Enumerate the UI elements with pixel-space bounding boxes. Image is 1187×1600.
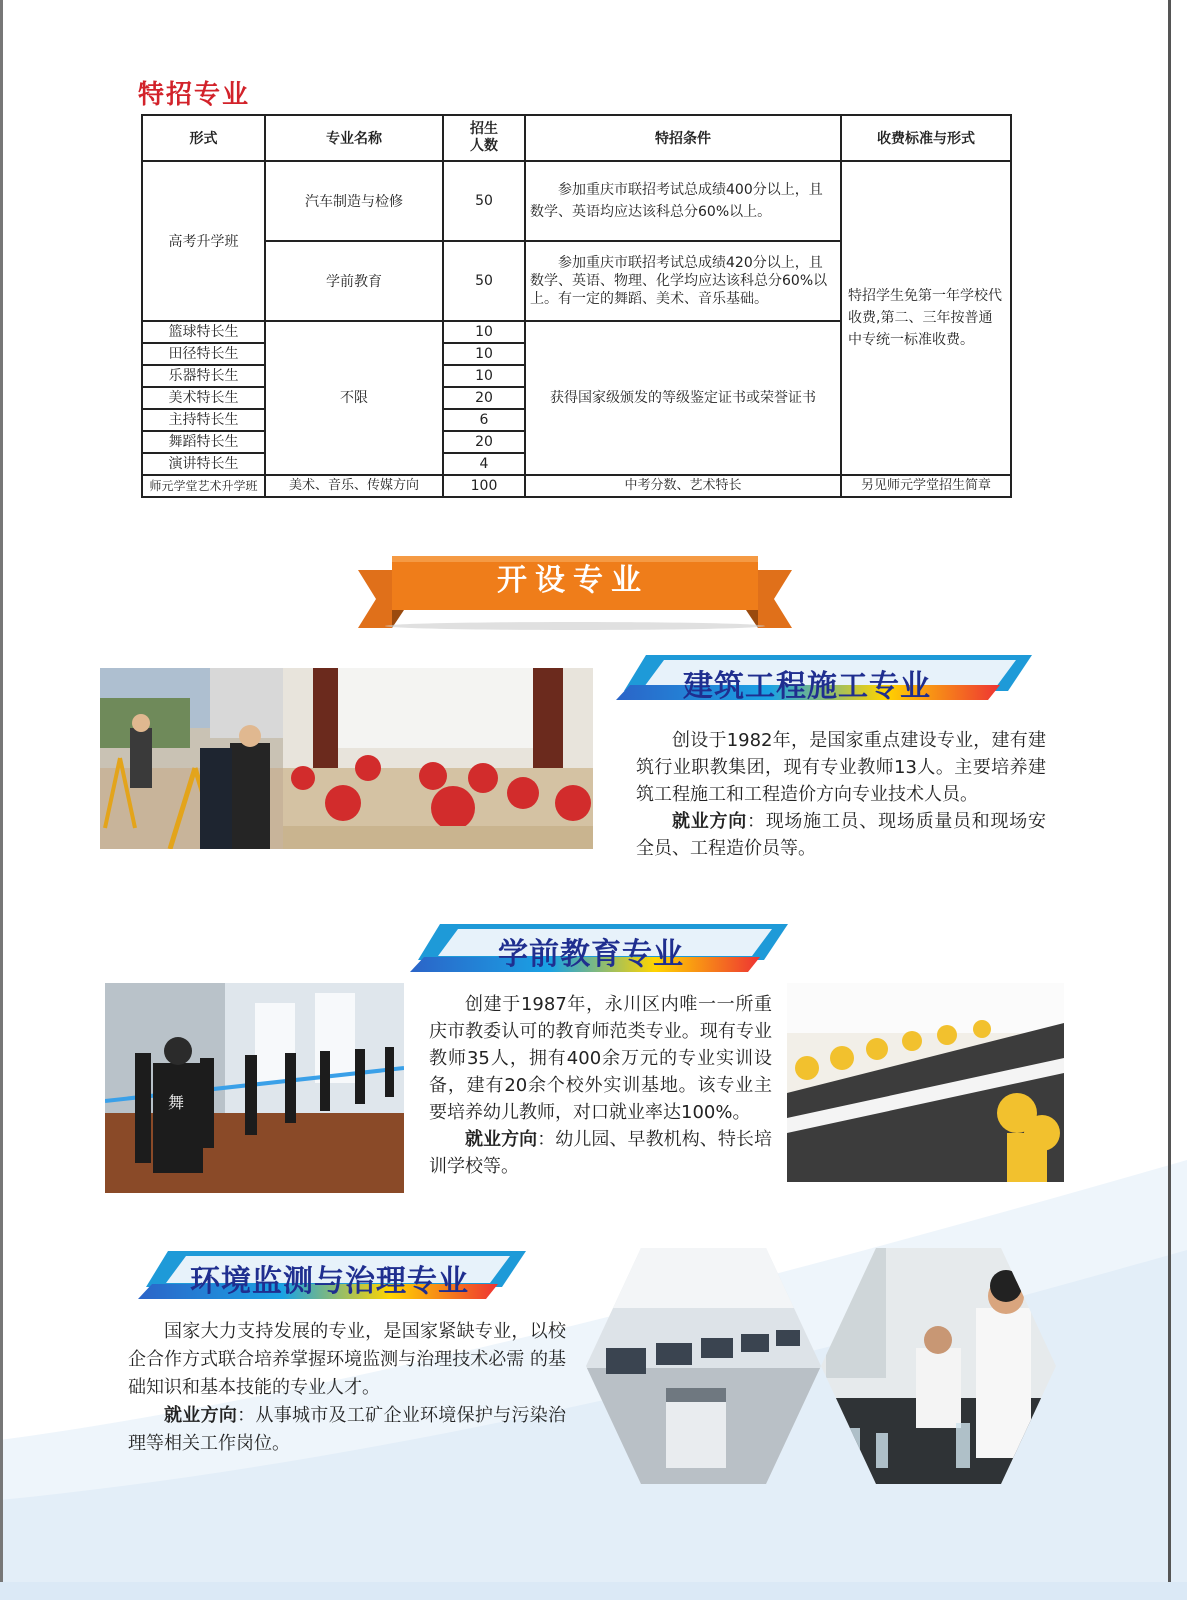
major-title-preschool: 学前教育专业 bbox=[498, 937, 684, 972]
form-cell: 演讲特长生 bbox=[142, 453, 265, 475]
form-cell: 美术特长生 bbox=[142, 387, 265, 409]
condition-cell: 参加重庆市联招考试总成绩420分以上，且数学、英语、物理、化学均应达该科总分60%以上。有一定的舞蹈、美术、音乐基础。 bbox=[525, 241, 841, 321]
career-label: 就业方向 bbox=[465, 1129, 538, 1150]
table-row bbox=[142, 161, 1011, 241]
major-cell: 汽车制造与检修 bbox=[265, 161, 443, 241]
form-cell: 篮球特长生 bbox=[142, 321, 265, 343]
page-bottom-band bbox=[0, 1582, 1187, 1600]
form-cell: 乐器特长生 bbox=[142, 365, 265, 387]
specialty-major-cell: 不限 bbox=[265, 321, 443, 475]
major-cell: 学前教育 bbox=[265, 241, 443, 321]
form-cell: 主持特长生 bbox=[142, 409, 265, 431]
count-cell: 10 bbox=[443, 365, 525, 387]
special-section-title: 特招专业 bbox=[138, 80, 251, 110]
dance-photo bbox=[105, 983, 404, 1193]
count-cell: 10 bbox=[443, 321, 525, 343]
gaokao-form-cell: 高考升学班 bbox=[142, 161, 265, 321]
classroom-drawing-photo bbox=[283, 668, 593, 849]
header-condition: 特招条件 bbox=[525, 115, 841, 161]
condition-cell: 参加重庆市联招考试总成绩400分以上，且数学、英语均应达该科总分60%以上。 bbox=[525, 161, 841, 241]
majors-banner-title: 开设专业 bbox=[497, 563, 649, 598]
form-cell: 师元学堂艺术升学班 bbox=[142, 475, 265, 497]
header-count: 招生 人数 bbox=[443, 115, 525, 161]
major-title-environment: 环境监测与治理专业 bbox=[190, 1264, 469, 1299]
count-cell: 50 bbox=[443, 161, 525, 241]
count-cell: 6 bbox=[443, 409, 525, 431]
major-career bbox=[128, 1402, 566, 1458]
major-intro: 创建于1987年，永川区内唯一一所重庆市教委认可的教育师范类专业。现有专业教师35人，拥有400余万元的专业实训设备，建有20余个校外实训基地。该专业主要培养幼儿教师，对口就业率达100%。 bbox=[429, 994, 772, 1123]
major-desc-environment bbox=[128, 1318, 566, 1458]
career-label: 就业方向 bbox=[672, 811, 747, 832]
header-major: 专业名称 bbox=[265, 115, 443, 161]
lab-photos-hexagons bbox=[586, 1248, 1056, 1484]
header-fee: 收费标准与形式 bbox=[841, 115, 1011, 161]
career-text: ：幼儿园、早教机构、特长培训学校等。 bbox=[429, 1129, 772, 1177]
major-desc-construction bbox=[636, 727, 1046, 862]
count-cell: 100 bbox=[443, 475, 525, 497]
table-row bbox=[142, 475, 1011, 497]
career-text: ：现场施工员、现场质量员和现场安全员、工程造价员等。 bbox=[636, 811, 1047, 859]
major-intro: 国家大力支持发展的专业，是国家紧缺专业，以校企合作方式联合培养掌握环境监测与治理技术必需 的基础知识和基本技能的专业人才。 bbox=[128, 1321, 566, 1398]
count-cell: 20 bbox=[443, 431, 525, 453]
surveying-photo bbox=[100, 668, 283, 849]
fee-cell: 特招学生免第一年学校代收费,第二、三年按普通中专统一标准收费。 bbox=[841, 161, 1011, 475]
fee-cell: 另见师元学堂招生简章 bbox=[841, 475, 1011, 497]
major-title-construction: 建筑工程施工专业 bbox=[683, 669, 931, 704]
form-cell: 田径特长生 bbox=[142, 343, 265, 365]
major-cell: 美术、音乐、传媒方向 bbox=[265, 475, 443, 497]
count-cell: 10 bbox=[443, 343, 525, 365]
major-desc-preschool bbox=[429, 991, 772, 1180]
count-cell: 20 bbox=[443, 387, 525, 409]
career-label: 就业方向 bbox=[164, 1405, 238, 1426]
career-text: ：从事城市及工矿企业环境保护与污染治理等相关工作岗位。 bbox=[128, 1405, 567, 1454]
major-career bbox=[636, 808, 1046, 862]
condition-cell: 中考分数、艺术特长 bbox=[525, 475, 841, 497]
table-header-row bbox=[142, 115, 1011, 161]
major-career bbox=[429, 1126, 772, 1180]
major-intro: 创设于1982年，是国家重点建设专业，建有建筑行业职教集团，现有专业教师13人。主要培养建筑工程施工和工程造价方向专业技术人员。 bbox=[636, 730, 1046, 805]
special-admission-table bbox=[141, 114, 1012, 498]
page-border-left bbox=[0, 0, 3, 1600]
count-cell: 4 bbox=[443, 453, 525, 475]
specialty-condition-cell: 获得国家级颁发的等级鉴定证书或荣誉证书 bbox=[525, 321, 841, 475]
form-cell: 舞蹈特长生 bbox=[142, 431, 265, 453]
dance-shirt-text: 舞 bbox=[168, 1093, 185, 1112]
piano-class-photo bbox=[787, 983, 1064, 1182]
page-border-right bbox=[1168, 0, 1171, 1600]
count-cell: 50 bbox=[443, 241, 525, 321]
header-form: 形式 bbox=[142, 115, 265, 161]
